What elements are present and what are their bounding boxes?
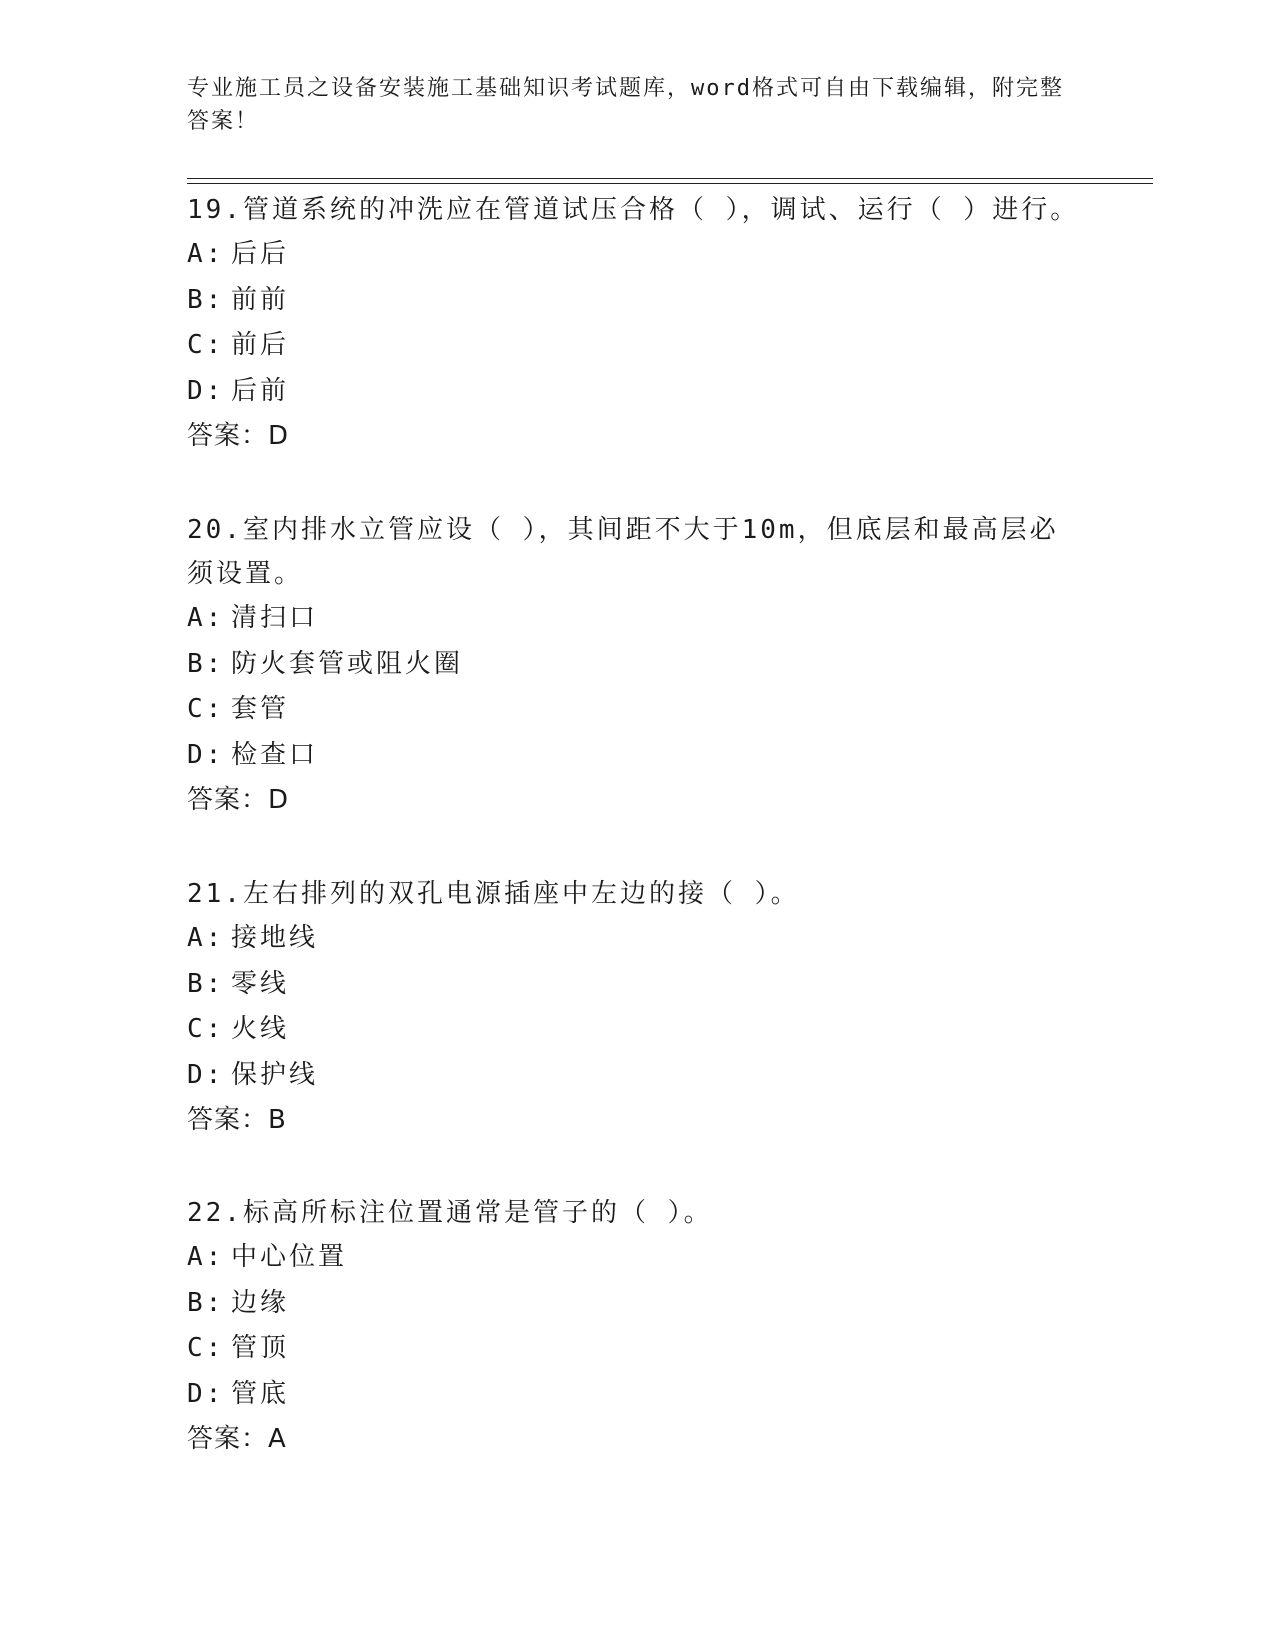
option-a: [187, 1235, 1087, 1281]
option-label: C:: [187, 1014, 225, 1044]
question-22: [187, 1191, 1087, 1462]
option-a: [187, 916, 1087, 962]
question-text: 20.室内排水立管应设（ ），其间距不大于10m，但底层和最高层必须设置。: [187, 515, 1059, 589]
option-c: [187, 323, 1087, 369]
option-text: 检查口: [231, 739, 319, 770]
option-d: [187, 369, 1087, 415]
option-text: 管顶: [231, 1333, 290, 1363]
option-c: [187, 687, 1087, 733]
answer: 答案：D: [187, 785, 290, 815]
option-b: [187, 278, 1087, 324]
option-label: D:: [187, 1059, 225, 1090]
option-d: [187, 1372, 1087, 1418]
question-20: [187, 508, 1087, 823]
option-c: [187, 1326, 1087, 1372]
question-text: 22.标高所标注位置通常是管子的（ ）。: [187, 1198, 713, 1228]
option-d: [187, 733, 1087, 779]
option-text: 防火套管或阻火圈: [231, 648, 464, 679]
option-label: D:: [187, 739, 225, 770]
option-label: C:: [187, 694, 225, 724]
answer: 答案：B: [187, 1105, 287, 1135]
option-c: [187, 1007, 1087, 1053]
option-text: 边缘: [231, 1287, 290, 1318]
header-divider-top: [187, 178, 1153, 179]
option-text: 后前: [231, 375, 290, 406]
option-a: [187, 232, 1087, 278]
answer: 答案：D: [187, 421, 290, 451]
option-text: 管底: [231, 1378, 290, 1409]
option-text: 前前: [231, 284, 290, 315]
option-label: B:: [187, 284, 225, 315]
option-text: 火线: [231, 1014, 290, 1044]
option-label: B:: [187, 1287, 225, 1318]
option-text: 后后: [231, 239, 290, 269]
option-b: [187, 962, 1087, 1008]
option-d: [187, 1053, 1087, 1099]
option-label: C:: [187, 330, 225, 360]
header-divider-bottom: [187, 183, 1153, 184]
option-label: B:: [187, 968, 225, 999]
option-text: 零线: [231, 968, 290, 999]
option-label: D:: [187, 1378, 225, 1409]
option-label: D:: [187, 375, 225, 406]
document-header: 专业施工员之设备安装施工基础知识考试题库，word格式可自由下载编辑，附完整答案！: [187, 76, 1064, 134]
option-label: A:: [187, 603, 225, 633]
option-b: [187, 1281, 1087, 1327]
option-label: B:: [187, 648, 225, 679]
question-text: 19.管道系统的冲洗应在管道试压合格（ ），调试、运行（ ）进行。: [187, 195, 1080, 225]
option-text: 清扫口: [231, 603, 319, 633]
option-text: 套管: [231, 694, 290, 724]
option-text: 前后: [231, 330, 290, 360]
option-text: 接地线: [231, 923, 319, 953]
option-label: C:: [187, 1333, 225, 1363]
option-label: A:: [187, 1242, 225, 1272]
answer: 答案：A: [187, 1424, 287, 1454]
question-text: 21.左右排列的双孔电源插座中左边的接（ ）。: [187, 879, 800, 909]
option-text: 中心位置: [231, 1242, 348, 1272]
question-21: [187, 872, 1087, 1143]
option-text: 保护线: [231, 1059, 319, 1090]
option-b: [187, 642, 1087, 688]
option-label: A:: [187, 923, 225, 953]
question-19: [187, 188, 1087, 459]
option-label: A:: [187, 239, 225, 269]
option-a: [187, 596, 1087, 642]
